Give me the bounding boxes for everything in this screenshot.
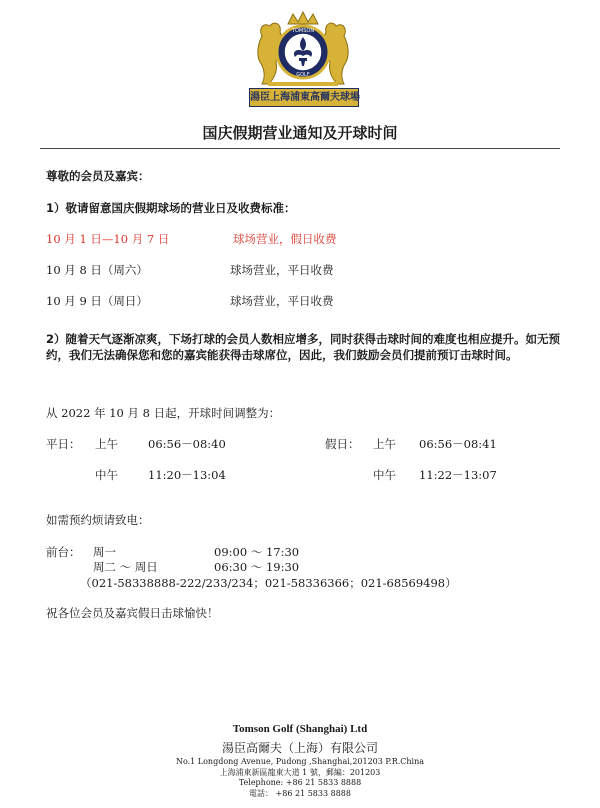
footer-telephone-cn: 電話： +86 21 5833 8888 [249,789,351,798]
footer-address-cn: 上海浦東新區龍東大道 1 號，郵編：201203 [219,768,381,777]
holiday-date-info: 球场营业，假日收费 [233,232,337,246]
emblem-text-bottom: GOLF [296,72,310,78]
logo-banner: 湯臣上海浦東高爾夫球場 [249,88,359,107]
section1-heading: 1）敬请留意国庆假期球场的营业日及收费标准： [46,201,296,215]
tue-sun-label: 周二 ～ 周日 [93,560,158,574]
weekday-noon-label: 中午 [95,468,118,482]
front-desk-label: 前台： [46,545,81,559]
weekday-morning-time: 06:56－08:40 [148,437,226,451]
weekday-label: 平日： [46,437,81,451]
footer-company-cn: 湯臣高爾夫（上海）有限公司 [221,741,378,755]
footer-address-en: No.1 Longdong Avenue, Pudong ,Shanghai,201203 P.R.China [175,757,425,766]
tue-sun-hours: 06:30 ～ 19:30 [214,560,300,574]
footer-company-en: Tomson Golf (Shanghai) Ltd [232,723,368,735]
oct9-info: 球场营业，平日收费 [230,294,334,308]
holiday-date-range: 10 月 1 日—10 月 7 日 [46,232,170,246]
oct8-info: 球场营业，平日收费 [230,263,334,277]
monday-label: 周一 [93,545,116,559]
oct8-date: 10 月 8 日（周六） [46,263,148,277]
greeting: 尊敬的会员及嘉宾： [46,169,150,183]
weekday-noon-time: 11:20－13:04 [148,468,226,482]
phone-numbers: （021-58338888-222/233/234；021-58336366；021-68569498） [80,576,457,590]
holiday-label: 假日： [325,437,360,451]
crown-icon [288,12,318,24]
holiday-noon-label: 中午 [373,468,396,482]
footer-telephone-en: Telephone: +86 21 5833 8888 [238,778,362,787]
section2-paragraph: 2）随着天气逐渐凉爽，下场打球的会员人数相应增多，同时获得击球时间的难度也相应提升。如无预约，我们无法确保您和您的嘉宾能获得击球席位，因此，我们鼓励会员们提前预订击球时间。 [46,332,560,362]
holiday-morning-label: 上午 [373,437,396,451]
holiday-morning-time: 06:56－08:41 [419,437,497,451]
oct9-date: 10 月 9 日（周日） [46,294,148,308]
emblem-text-top: TOMSON [291,28,315,34]
title-divider [40,148,560,149]
weekday-morning-label: 上午 [95,437,118,451]
page-title: 国庆假期营业通知及开球时间 [202,124,398,142]
effective-date-line: 从 2022 年 10 月 8 日起，开球时间调整为： [46,406,281,420]
closing-wish: 祝各位会员及嘉宾假日击球愉快！ [46,606,219,620]
holiday-noon-time: 11:22－13:07 [419,468,497,482]
monday-hours: 09:00 ～ 17:30 [214,545,300,559]
booking-intro: 如需预约烦请致电： [46,513,150,527]
